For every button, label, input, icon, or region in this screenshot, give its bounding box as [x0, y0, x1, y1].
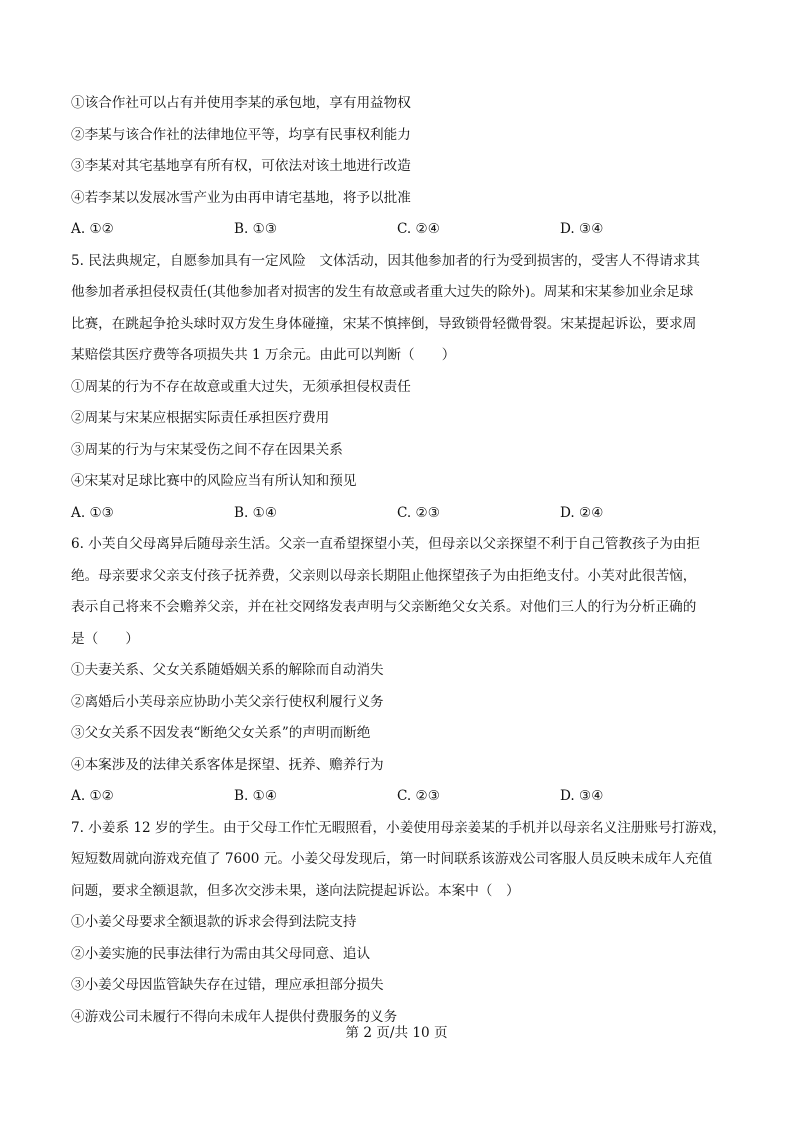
- answer-option: B. ①③: [234, 221, 278, 237]
- answer-option: C. ②④: [397, 221, 440, 237]
- answer-option: B. ①④: [234, 504, 278, 521]
- statement-item: ①小姜父母要求全额退款的诉求会得到法院支持: [71, 914, 357, 930]
- statement-item: ③周某的行为与宋某受伤之间不存在因果关系: [71, 441, 343, 458]
- page-number: 第 2 页/共 10 页: [345, 1025, 448, 1041]
- answer-option: D. ③④: [560, 221, 604, 237]
- answer-option: C. ②③: [397, 504, 440, 521]
- page-content: [71, 88, 735, 1033]
- answer-options: [71, 498, 735, 530]
- answer-option: A. ①②: [71, 788, 114, 804]
- question-text-line: 5. 民法典规定，自愿参加具有一定风险 文体活动，因其他参加者的行为受到损害的，受害人不得请求其: [71, 252, 701, 269]
- statement-item: ①该合作社可以占有并使用李某的承包地，享有用益物权: [71, 95, 411, 111]
- answer-options: [71, 781, 735, 813]
- statement-item: ③李某对其宅基地享有所有权，可依法对该土地进行改造: [71, 158, 411, 174]
- statement-item: ①夫妻关系、父女关系随婚姻关系的解除而自动消失: [71, 662, 384, 678]
- question-text-line: 问题，要求全额退款，但多次交涉未果，遂向法院提起诉讼。本案中（ ）: [71, 882, 520, 899]
- answer-option: A. ①②: [71, 221, 114, 237]
- statement-item: ②小姜实施的民事法律行为需由其父母同意、追认: [71, 945, 371, 962]
- statement-item: ①周某的行为不存在故意或重大过失，无须承担侵权责任: [71, 378, 411, 395]
- statement-item: ②离婚后小芙母亲应协助小芙父亲行使权利履行义务: [71, 693, 384, 710]
- statement-item: ④宋某对足球比赛中的风险应当有所认知和预见: [71, 473, 357, 489]
- question-text-line: 是（ ）: [71, 630, 139, 647]
- question-text-line: 表示自己将来不会赡养父亲，并在社交网络发表声明与父亲断绝父女关系。对他们三人的行为分析正确的: [71, 599, 697, 615]
- statement-item: ④游戏公司未履行不得向未成年人提供付费服务的义务: [71, 1008, 398, 1025]
- statement-item: ④若李某以发展冰雪产业为由再申请宅基地，将予以批准: [71, 189, 411, 206]
- statement-item: ③小姜父母因监管缺失存在过错，理应承担部分损失: [71, 977, 384, 993]
- statement-item: ②周某与宋某应根据实际责任承担医疗费用: [71, 410, 330, 426]
- answer-option: A. ①③: [71, 504, 114, 521]
- question-text-line: 比赛，在跳起争抢头球时双方发生身体碰撞，宋某不慎摔倒，导致锁骨轻微骨裂。宋某提起诉讼，要求周: [71, 315, 697, 332]
- question-text-line: 短短数周就向游戏充值了 7600 元。小姜父母发现后，第一时间联系该游戏公司客服人员反映未成年人充值: [71, 851, 713, 867]
- answer-option: D. ②④: [560, 504, 604, 521]
- answer-option: B. ①④: [234, 788, 278, 804]
- answer-options: [71, 214, 735, 246]
- question-text-line: 6. 小芙自父母离异后随母亲生活。父亲一直希望探望小芙，但母亲以父亲探望不利于自己管教孩子为由拒: [71, 536, 701, 552]
- statement-item: ④本案涉及的法律关系客体是探望、抚养、赡养行为: [71, 756, 384, 773]
- statement-item: ②李某与该合作社的法律地位平等，均享有民事权利能力: [71, 126, 411, 143]
- answer-option: D. ③④: [560, 788, 604, 804]
- question-text-line: 他参加者承担侵权责任(其他参加者对损害的发生有故意或者重大过失的除外)。周某和宋某参加业余足球: [71, 284, 694, 300]
- question-text-line: 7. 小姜系 12 岁的学生。由于父母工作忙无暇照看，小姜使用母亲姜某的手机并以母亲名义注册账号打游戏，: [71, 819, 726, 836]
- statement-item: ③父女关系不因发表“断绝父女关系”的声明而断绝: [71, 725, 371, 741]
- question-text-line: 绝。母亲要求父亲支付孩子抚养费，父亲则以母亲长期阻止他探望孩子为由拒绝支付。小芙对此很苦恼，: [71, 567, 697, 584]
- question-text-line: 某赔偿其医疗费等各项损失共 1 万余元。由此可以判断（ ）: [71, 347, 456, 363]
- answer-option: C. ②③: [397, 788, 440, 804]
